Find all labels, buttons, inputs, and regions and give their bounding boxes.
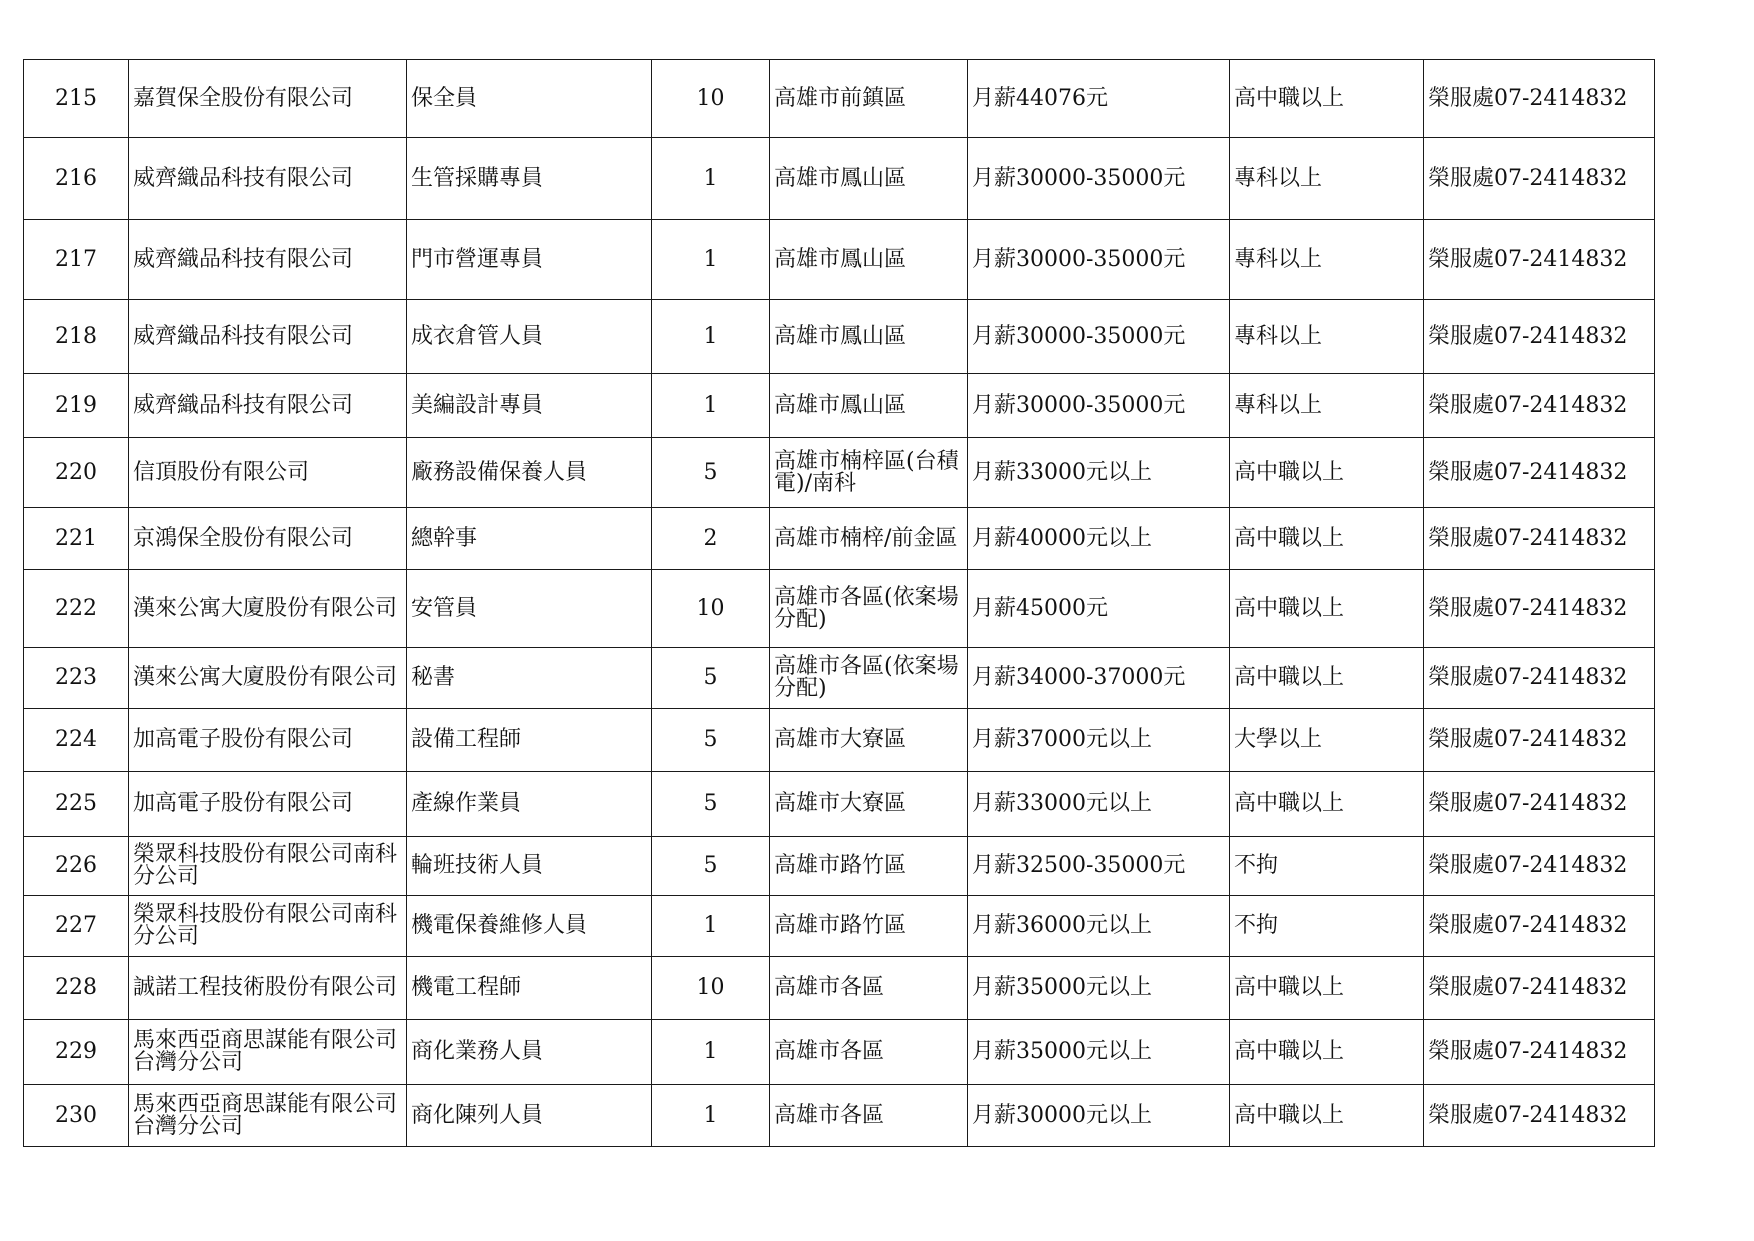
table-row — [24, 772, 1655, 837]
job-number: 216 — [24, 138, 129, 220]
opening-count: 5 — [652, 648, 770, 709]
opening-count: 1 — [652, 896, 770, 957]
company-name: 誠諾工程技術股份有限公司 — [129, 957, 407, 1020]
work-location: 高雄市大寮區 — [770, 709, 968, 772]
table-row — [24, 957, 1655, 1020]
table-row — [24, 570, 1655, 648]
job-position: 美編設計專員 — [407, 374, 652, 438]
education-requirement: 高中職以上 — [1230, 648, 1424, 709]
education-requirement: 高中職以上 — [1230, 1020, 1424, 1085]
opening-count: 10 — [652, 570, 770, 648]
salary: 月薪33000元以上 — [968, 772, 1230, 837]
table-row — [24, 1020, 1655, 1085]
company-name: 威齊織品科技有限公司 — [129, 300, 407, 374]
job-position: 機電工程師 — [407, 957, 652, 1020]
company-name: 漢來公寓大廈股份有限公司 — [129, 648, 407, 709]
opening-count: 1 — [652, 138, 770, 220]
company-name: 威齊織品科技有限公司 — [129, 374, 407, 438]
job-number: 217 — [24, 220, 129, 300]
opening-count: 1 — [652, 1020, 770, 1085]
company-name: 加高電子股份有限公司 — [129, 772, 407, 837]
job-position: 產線作業員 — [407, 772, 652, 837]
job-number: 218 — [24, 300, 129, 374]
table-row — [24, 300, 1655, 374]
table-row — [24, 220, 1655, 300]
salary: 月薪30000-35000元 — [968, 300, 1230, 374]
education-requirement: 高中職以上 — [1230, 1085, 1424, 1147]
work-location: 高雄市鳳山區 — [770, 300, 968, 374]
company-name: 嘉賀保全股份有限公司 — [129, 60, 407, 138]
job-number: 225 — [24, 772, 129, 837]
salary: 月薪32500-35000元 — [968, 837, 1230, 896]
education-requirement: 大學以上 — [1230, 709, 1424, 772]
salary: 月薪45000元 — [968, 570, 1230, 648]
company-name: 馬來西亞商思謀能有限公司台灣分公司 — [129, 1085, 407, 1147]
education-requirement: 高中職以上 — [1230, 772, 1424, 837]
contact-info: 榮服處07-2414832 — [1424, 1020, 1655, 1085]
job-number: 215 — [24, 60, 129, 138]
contact-info: 榮服處07-2414832 — [1424, 709, 1655, 772]
contact-info: 榮服處07-2414832 — [1424, 570, 1655, 648]
table-row — [24, 438, 1655, 508]
education-requirement: 高中職以上 — [1230, 570, 1424, 648]
opening-count: 1 — [652, 1085, 770, 1147]
job-number: 220 — [24, 438, 129, 508]
table-row — [24, 648, 1655, 709]
job-number: 227 — [24, 896, 129, 957]
work-location: 高雄市路竹區 — [770, 837, 968, 896]
work-location: 高雄市前鎮區 — [770, 60, 968, 138]
work-location: 高雄市大寮區 — [770, 772, 968, 837]
opening-count: 1 — [652, 220, 770, 300]
opening-count: 5 — [652, 772, 770, 837]
work-location: 高雄市楠梓/前金區 — [770, 508, 968, 570]
contact-info: 榮服處07-2414832 — [1424, 1085, 1655, 1147]
table-row — [24, 508, 1655, 570]
salary: 月薪40000元以上 — [968, 508, 1230, 570]
work-location: 高雄市各區(依案場分配) — [770, 648, 968, 709]
job-position: 機電保養維修人員 — [407, 896, 652, 957]
education-requirement: 專科以上 — [1230, 220, 1424, 300]
contact-info: 榮服處07-2414832 — [1424, 300, 1655, 374]
work-location: 高雄市鳳山區 — [770, 138, 968, 220]
work-location: 高雄市各區(依案場分配) — [770, 570, 968, 648]
salary: 月薪30000-35000元 — [968, 138, 1230, 220]
education-requirement: 不拘 — [1230, 896, 1424, 957]
job-position: 商化陳列人員 — [407, 1085, 652, 1147]
contact-info: 榮服處07-2414832 — [1424, 374, 1655, 438]
contact-info: 榮服處07-2414832 — [1424, 138, 1655, 220]
contact-info: 榮服處07-2414832 — [1424, 508, 1655, 570]
education-requirement: 高中職以上 — [1230, 438, 1424, 508]
contact-info: 榮服處07-2414832 — [1424, 648, 1655, 709]
job-position: 設備工程師 — [407, 709, 652, 772]
salary: 月薪30000-35000元 — [968, 220, 1230, 300]
opening-count: 10 — [652, 60, 770, 138]
opening-count: 1 — [652, 374, 770, 438]
education-requirement: 專科以上 — [1230, 138, 1424, 220]
work-location: 高雄市楠梓區(台積電)/南科 — [770, 438, 968, 508]
opening-count: 2 — [652, 508, 770, 570]
salary: 月薪33000元以上 — [968, 438, 1230, 508]
job-position: 門市營運專員 — [407, 220, 652, 300]
table-row — [24, 374, 1655, 438]
table-row — [24, 837, 1655, 896]
job-table-body — [24, 60, 1655, 1147]
job-number: 223 — [24, 648, 129, 709]
work-location: 高雄市路竹區 — [770, 896, 968, 957]
salary: 月薪44076元 — [968, 60, 1230, 138]
education-requirement: 高中職以上 — [1230, 60, 1424, 138]
education-requirement: 高中職以上 — [1230, 508, 1424, 570]
job-number: 222 — [24, 570, 129, 648]
company-name: 馬來西亞商思謀能有限公司台灣分公司 — [129, 1020, 407, 1085]
work-location: 高雄市鳳山區 — [770, 374, 968, 438]
company-name: 威齊織品科技有限公司 — [129, 138, 407, 220]
job-position: 安管員 — [407, 570, 652, 648]
company-name: 加高電子股份有限公司 — [129, 709, 407, 772]
work-location: 高雄市各區 — [770, 957, 968, 1020]
job-position: 生管採購專員 — [407, 138, 652, 220]
job-number: 229 — [24, 1020, 129, 1085]
job-position: 總幹事 — [407, 508, 652, 570]
opening-count: 5 — [652, 438, 770, 508]
company-name: 威齊織品科技有限公司 — [129, 220, 407, 300]
table-row — [24, 138, 1655, 220]
education-requirement: 高中職以上 — [1230, 957, 1424, 1020]
company-name: 榮眾科技股份有限公司南科分公司 — [129, 896, 407, 957]
work-location: 高雄市鳳山區 — [770, 220, 968, 300]
contact-info: 榮服處07-2414832 — [1424, 220, 1655, 300]
table-row — [24, 896, 1655, 957]
job-listing-table — [23, 59, 1655, 1147]
education-requirement: 不拘 — [1230, 837, 1424, 896]
job-number: 228 — [24, 957, 129, 1020]
job-position: 保全員 — [407, 60, 652, 138]
job-position: 輪班技術人員 — [407, 837, 652, 896]
salary: 月薪30000-35000元 — [968, 374, 1230, 438]
job-position: 商化業務人員 — [407, 1020, 652, 1085]
contact-info: 榮服處07-2414832 — [1424, 896, 1655, 957]
table-row — [24, 60, 1655, 138]
salary: 月薪34000-37000元 — [968, 648, 1230, 709]
job-number: 219 — [24, 374, 129, 438]
job-position: 秘書 — [407, 648, 652, 709]
education-requirement: 專科以上 — [1230, 374, 1424, 438]
table-row — [24, 1085, 1655, 1147]
job-number: 224 — [24, 709, 129, 772]
company-name: 榮眾科技股份有限公司南科分公司 — [129, 837, 407, 896]
opening-count: 5 — [652, 837, 770, 896]
salary: 月薪30000元以上 — [968, 1085, 1230, 1147]
opening-count: 1 — [652, 300, 770, 374]
company-name: 信頂股份有限公司 — [129, 438, 407, 508]
company-name: 漢來公寓大廈股份有限公司 — [129, 570, 407, 648]
contact-info: 榮服處07-2414832 — [1424, 837, 1655, 896]
job-position: 廠務設備保養人員 — [407, 438, 652, 508]
education-requirement: 專科以上 — [1230, 300, 1424, 374]
company-name: 京鴻保全股份有限公司 — [129, 508, 407, 570]
contact-info: 榮服處07-2414832 — [1424, 438, 1655, 508]
contact-info: 榮服處07-2414832 — [1424, 957, 1655, 1020]
contact-info: 榮服處07-2414832 — [1424, 60, 1655, 138]
salary: 月薪35000元以上 — [968, 957, 1230, 1020]
work-location: 高雄市各區 — [770, 1085, 968, 1147]
opening-count: 5 — [652, 709, 770, 772]
job-number: 226 — [24, 837, 129, 896]
table-row — [24, 709, 1655, 772]
salary: 月薪37000元以上 — [968, 709, 1230, 772]
job-number: 230 — [24, 1085, 129, 1147]
salary: 月薪35000元以上 — [968, 1020, 1230, 1085]
contact-info: 榮服處07-2414832 — [1424, 772, 1655, 837]
salary: 月薪36000元以上 — [968, 896, 1230, 957]
work-location: 高雄市各區 — [770, 1020, 968, 1085]
opening-count: 10 — [652, 957, 770, 1020]
job-position: 成衣倉管人員 — [407, 300, 652, 374]
job-number: 221 — [24, 508, 129, 570]
